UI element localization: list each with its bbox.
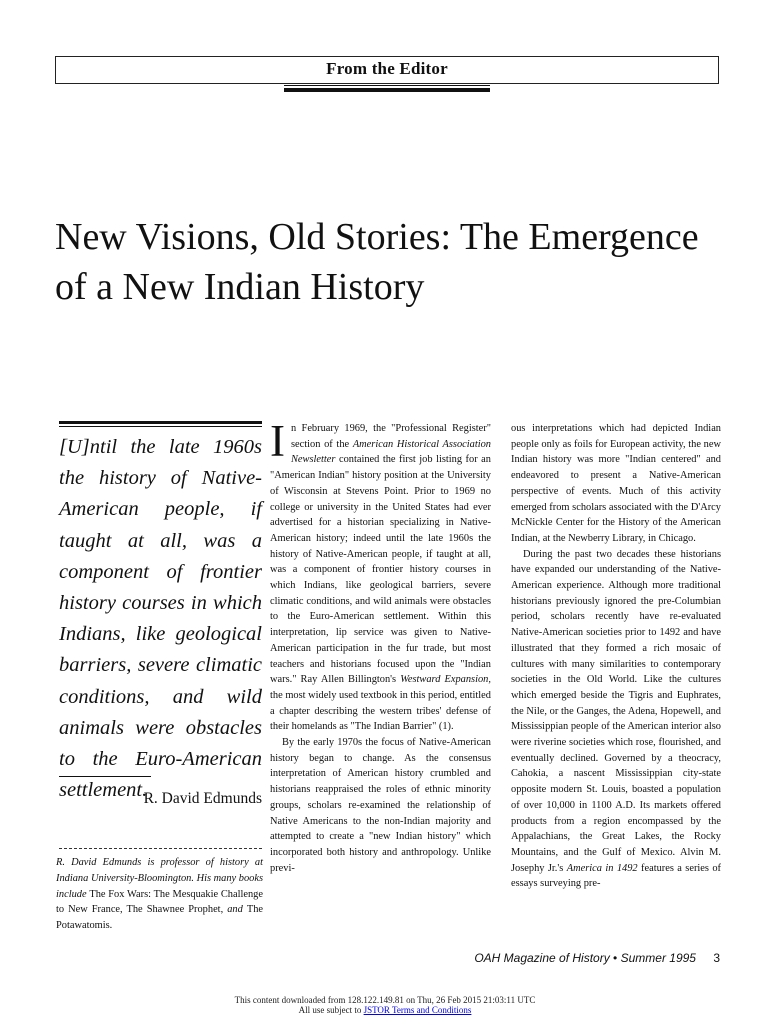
body-column-3 <box>511 421 721 892</box>
footer-issue: Summer 1995 <box>620 951 696 965</box>
pull-quote-rule-bottom <box>59 776 151 777</box>
footer-bullet: • <box>613 951 618 965</box>
bio-book-1: The Fox Wars: The Mesquakie Challenge to New France, <box>56 888 263 916</box>
jstor-terms-link[interactable]: JSTOR Terms and Conditions <box>363 1005 472 1015</box>
jstor-notice <box>0 995 770 1015</box>
pull-quote-rule-top <box>59 421 262 424</box>
column2-text-b: contained the first job listing for an "American Indian" history position at the University of Wisconsin at Stevens Point. Prior to 1969 no college or university in the United States had ever advertised for a historian specializing in Native-American history; indeed until the late 1960s the history of Native-American people, if taught at all, was a component of frontier history courses in which Indians, like geological barriers, severe climatic conditions, and wild animals were obstacles to the Euro-American settlement. Within this interpretation, lip service was given to Native-American participation in the fur trade, but most teachers and historians focused upon the "Indian wars." Ray Allen Billington's <box>270 454 491 686</box>
column2-book-title: Westward Expansion, <box>400 674 491 686</box>
footer-magazine: OAH Magazine of History <box>474 951 610 965</box>
body-column-2 <box>270 416 491 876</box>
author-bio <box>56 855 263 934</box>
jstor-terms-prefix: All use subject to <box>298 1005 364 1015</box>
section-label: From the Editor <box>326 59 448 78</box>
column2-paragraph-2: By the early 1970s the focus of Native-American history began to change. As the consensus interpretation of American history crumbled and historians reappraised the roles of ethnic minority groups, scholars re-examined the relationship of Native Americans to the non-Indian majority and attempted to create a "new Indian history" which incorporated both history and anthropology. Unlike previ- <box>270 737 491 874</box>
page-footer <box>474 951 720 965</box>
column3-text-a: During the past two decades these historians have expanded our understanding of the Native-American experience. Although more traditional historians previously ignored the pre-Columbian period, scholars recently have re-evaluated Native-American societies prior to 1492 and have illustrated that they formed a rich mosaic of cultures with many similarities to contemporary societies in the Old World. Like the cultures which emerged beside the Tigris and Euphrates, the Nile, or the Ganges, the Adena, Hopewell, and Mississippian people of the American interior also were riverine societies which rose, flourished, and eventually declined. Governed by a theocracy, Cahokia, a nascent Mississippian city-state opposite modern St. Louis, boasted a population of over 10,000 in 1100 A.D. Its markets offered products from a region encompassed by the Appalachians, the Great Lakes, the Rocky Mountains, and the Gulf of Mexico. Alvin M. Josephy Jr.'s <box>511 548 721 874</box>
bio-book-3: The Potawatomis. <box>56 904 263 932</box>
drop-cap: I <box>270 416 285 466</box>
section-header-box <box>55 56 719 84</box>
pull-quote: [U]ntil the late 1960s the history of Native-American people, if taught at all, was a component of frontier history courses in which Indians, like geological barriers, severe climatic conditions, and wild animals were obstacles to the Euro-American settlement. <box>59 436 262 802</box>
jstor-download-line: This content downloaded from 128.122.149.81 on Thu, 26 Feb 2015 21:03:11 UTC <box>234 995 536 1005</box>
column2-paragraph-1 <box>270 416 491 735</box>
jstor-terms-line <box>0 1005 770 1015</box>
column2-newsletter-title: American Historical Association Newsletter <box>291 438 491 466</box>
bio-divider <box>59 848 262 850</box>
footer-page-number: 3 <box>713 951 720 965</box>
bio-text-2: The <box>126 904 147 916</box>
bio-book-2: Shawnee Prophet, <box>146 904 228 916</box>
section-rule-thick <box>284 88 490 92</box>
column2-text-c: the most widely used textbook in this period, entitled a chapter describing the western tribes' defense of their homelands as "The Indian Barrier" (1). <box>270 689 491 733</box>
column3-paragraph-2 <box>511 547 721 892</box>
column3-book-title: America in 1492 <box>566 862 638 874</box>
section-rule-thin <box>284 85 490 86</box>
column3-text-b: features a series of essays surveying pre- <box>511 862 722 890</box>
pull-quote-rule-top-thin <box>59 426 262 427</box>
column3-paragraph-1: ous interpretations which had depicted Indian people only as foils for European activity, the new Indian history was more "Indian centered" and endeavored to present a Native-American perspective of events. Much of this activity emerged from scholars associated with the D'Arcy McNickle Center for the History of the American Indian, at the Newberry Library, in Chicago. <box>511 423 721 544</box>
article-title: New Visions, Old Stories: The Emergence of a New Indian History <box>55 216 699 308</box>
bio-text-3: and <box>227 904 247 916</box>
column2-text-a: n February 1969, the "Professional Register" section of the <box>291 423 491 450</box>
pull-quote-author: R. David Edmunds <box>143 790 262 807</box>
bio-text-1: R. David Edmunds is professor of history at Indiana University-Bloomington. His many books include <box>56 857 263 900</box>
